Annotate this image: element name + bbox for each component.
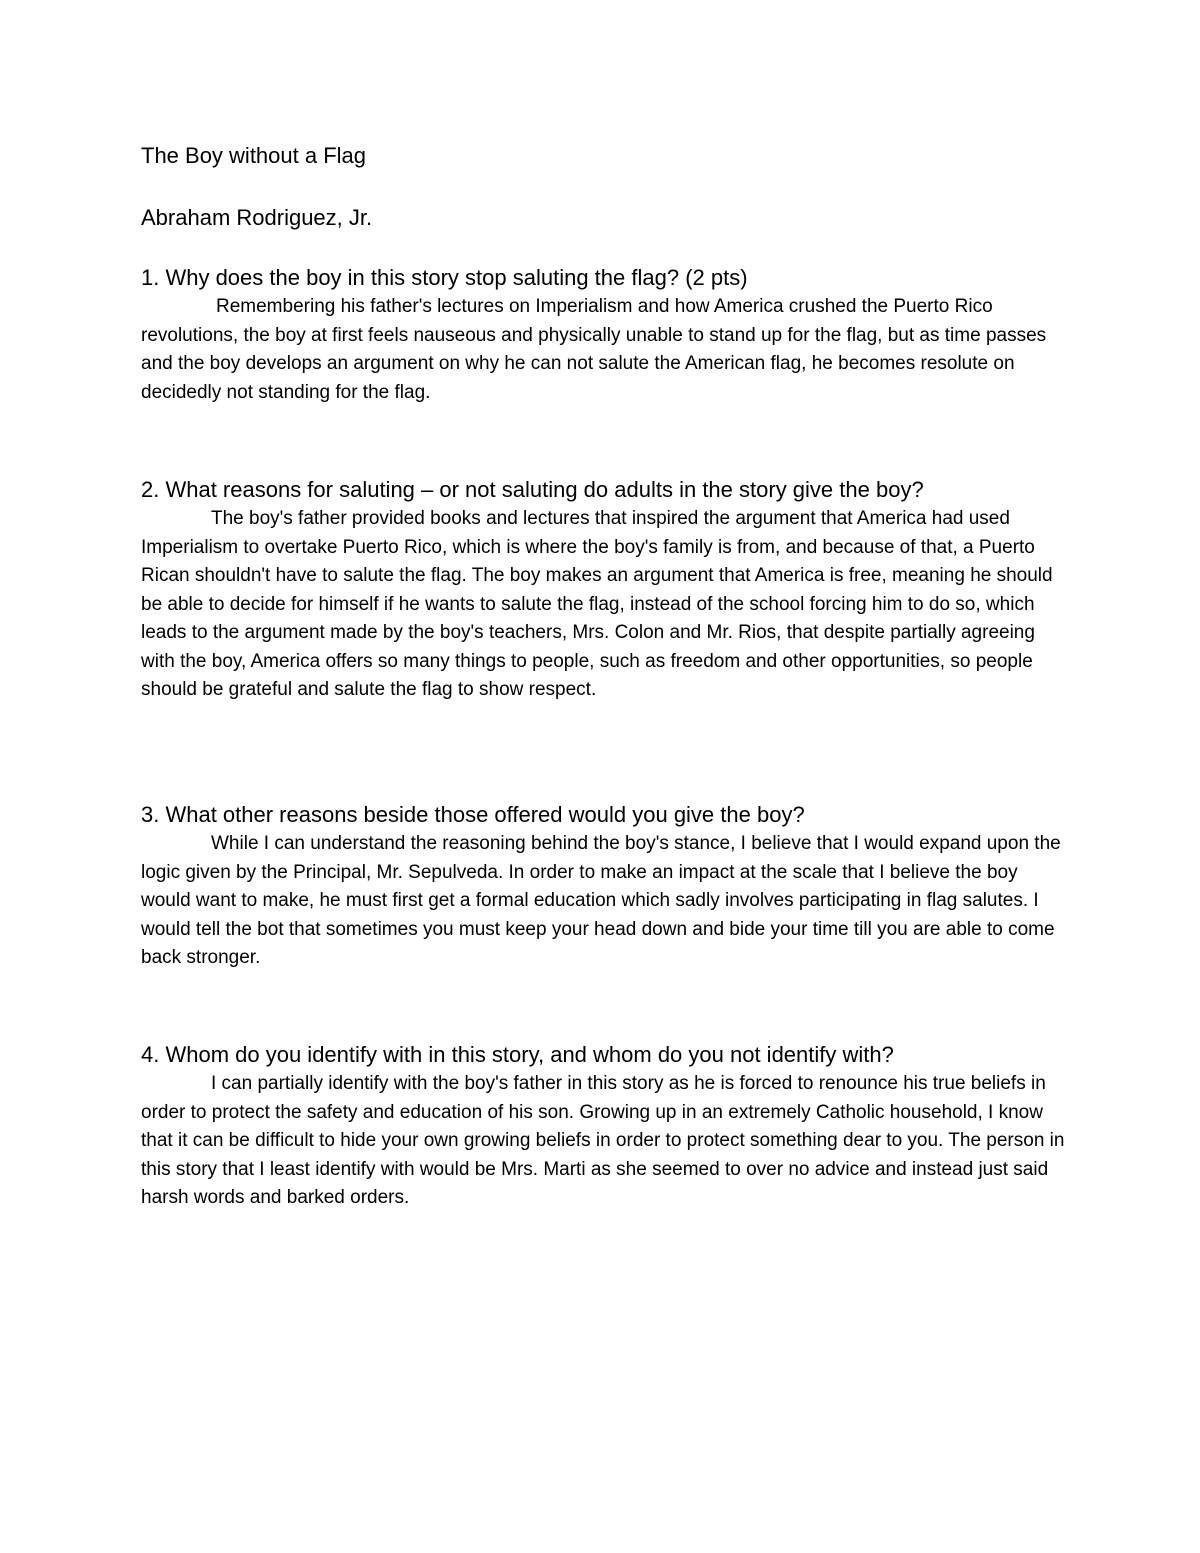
question-answer: I can partially identify with the boy's father in this story as he is forced to renounce his true beliefs in order to protect the safety and education of his son. Growing up in an extremely Catholic household, I know that it can be difficult to hide your own growing beliefs in order to protect something dear to you. The person in this story that I least identify with would be Mrs. Marti as she seemed to over no advice and instead just said harsh words and barked orders. xyxy=(141,1073,1065,1208)
question-answer: The boy's father provided books and lectures that inspired the argument that America had used Imperialism to overtake Puerto Rico, which is where the boy's family is from, and because of that, a Puerto Rican shouldn't have to salute the flag. The boy makes an argument that America is free, meaning he should be able to decide for himself if he wants to salute the flag, instead of the school forcing him to do so, which leads to the argument made by the boy's teachers, Mrs. Colon and Mr. Rios, that despite partially agreeing with the boy, America offers so many things to people, such as freedom and other opportunities, so people should be grateful and salute the flag to show respect. xyxy=(141,508,1053,700)
question-block-2 xyxy=(141,475,1071,705)
question-heading: 4. Whom do you identify with in this story, and whom do you not identify with? xyxy=(141,1042,894,1067)
question-heading: 2. What reasons for saluting – or not saluting do adults in the story give the boy? xyxy=(141,477,924,502)
question-answer: Remembering his father's lectures on Imperialism and how America crushed the Puerto Rico revolutions, the boy at first feels nauseous and physically unable to stand up for the flag, but as time passes and the boy develops an argument on why he can not salute the American flag, he becomes resolute on decidedly not standing for the flag. xyxy=(141,296,1047,403)
question-heading: 1. Why does the boy in this story stop saluting the flag? (2 pts) xyxy=(141,265,748,290)
question-block-1 xyxy=(141,263,1071,407)
document-title: The Boy without a Flag xyxy=(141,143,367,168)
question-answer: While I can understand the reasoning behind the boy's stance, I believe that I would expand upon the logic given by the Principal, Mr. Sepulveda. In order to make an impact at the scale that I believe the boy would want to make, he must first get a formal education which sadly involves participating in flag salutes. I would tell the bot that sometimes you must keep your head down and bide your time till you are able to come back stronger. xyxy=(141,833,1061,968)
question-block-3 xyxy=(141,800,1071,973)
document-author: Abraham Rodriguez, Jr. xyxy=(141,205,373,230)
question-heading: 3. What other reasons beside those offered would you give the boy? xyxy=(141,802,805,827)
question-block-4 xyxy=(141,1040,1071,1213)
